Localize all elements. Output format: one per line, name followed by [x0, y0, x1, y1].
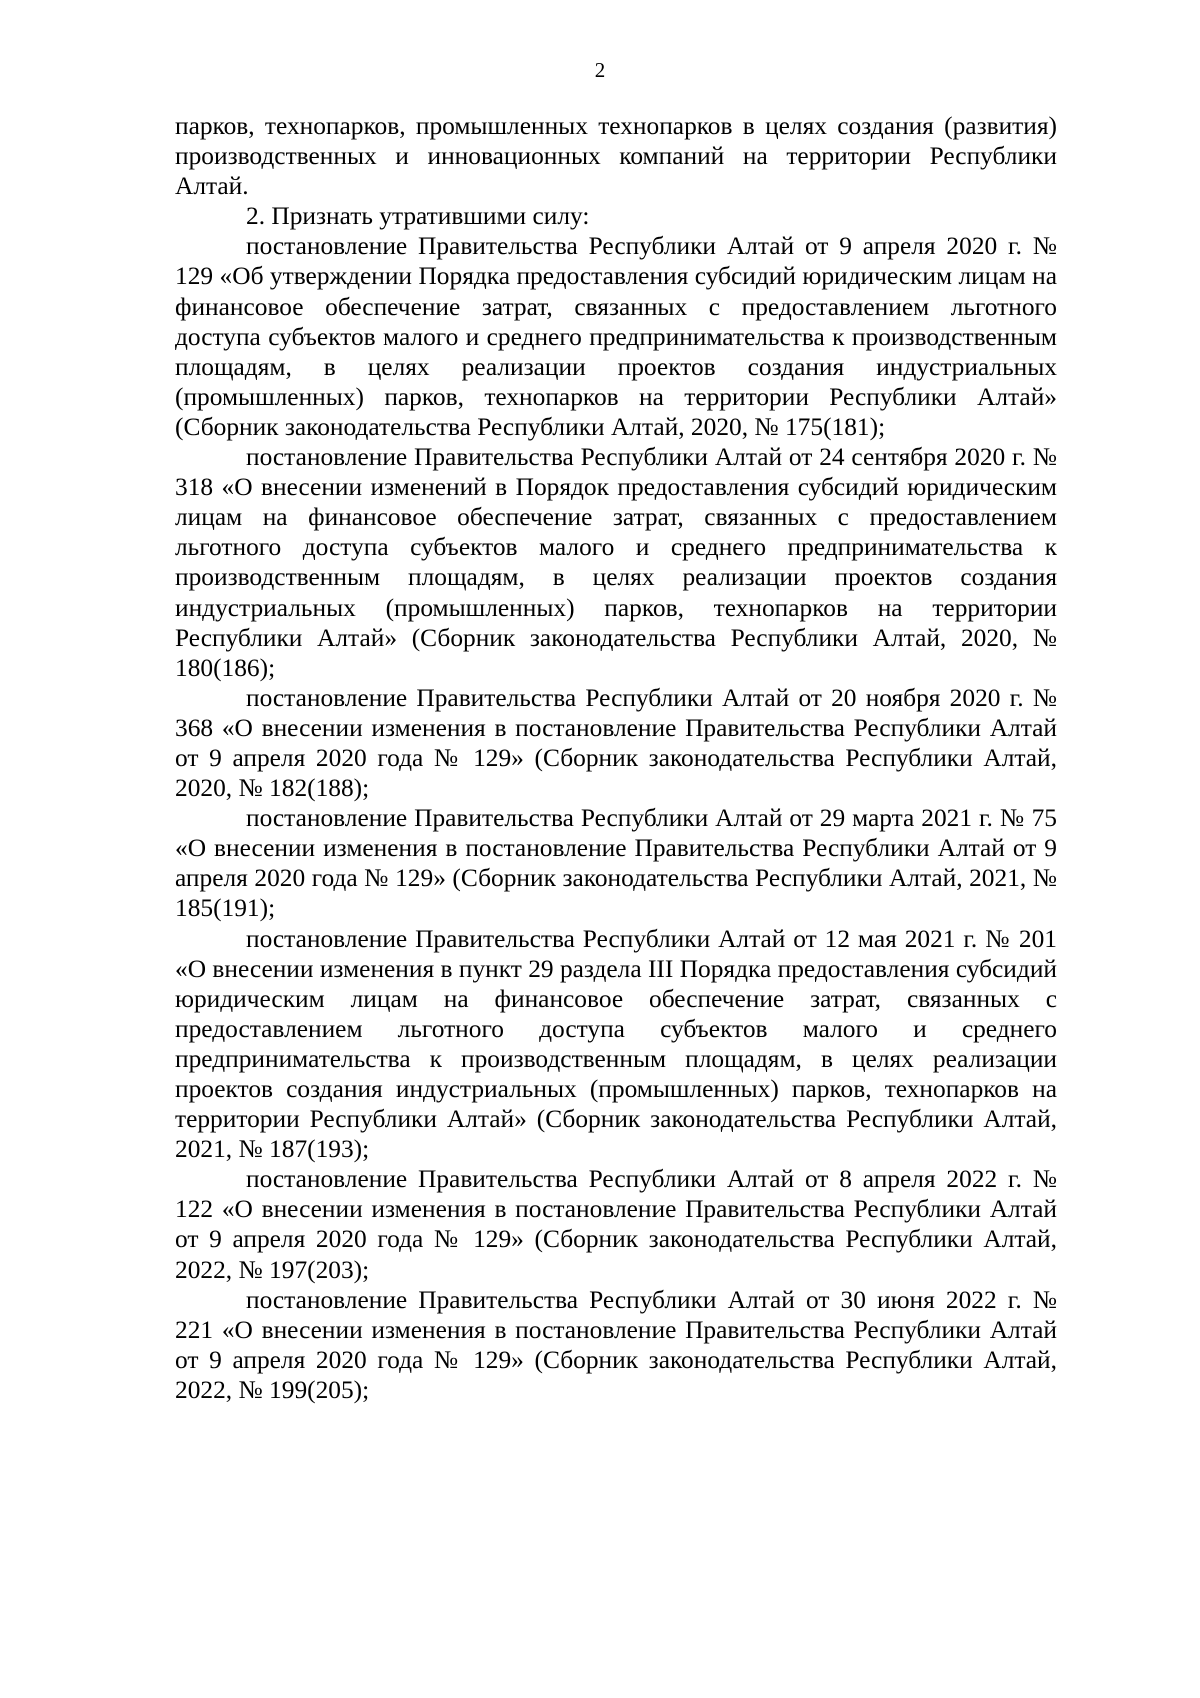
paragraph-resolution-129: постановление Правительства Республики Алтай от 9 апреля 2020 г. № 129 «Об утверждении Порядка предоставления субсидий юридическим лицам на финансовое обеспечение затрат, связанных с предоставлением льготного доступа субъектов малого и среднего предпринимательства к производственным площадям, в целях реализации проектов создания индустриальных (промышленных) парков, технопарков на территории Республики Алтай» (Сборник законодательства Республики Алтай, 2020, № 175(181);: [175, 232, 1057, 441]
paragraph-resolution-368: постановление Правительства Республики Алтай от 20 ноября 2020 г. № 368 «О внесении изменения в постановление Правительства Республики Алтай от 9 апреля 2020 года № 129» (Сборник законодательства Республики Алтай, 2020, № 182(188);: [175, 683, 1057, 803]
document-body: [175, 111, 1057, 1405]
page-number: 2: [594, 58, 606, 82]
paragraph-resolution-201: постановление Правительства Республики Алтай от 12 мая 2021 г. № 201 «О внесении изменения в пункт 29 раздела III Порядка предоставления субсидий юридическим лицам на финансовое обеспечение затрат, связанных с предоставлением льготного доступа субъектов малого и среднего предпринимательства к производственным площадям, в целях реализации проектов создания индустриальных (промышленных) парков, технопарков на территории Республики Алтай» (Сборник законодательства Республики Алтай, 2021, № 187(193);: [175, 924, 1057, 1164]
paragraph-resolution-122: постановление Правительства Республики Алтай от 8 апреля 2022 г. № 122 «О внесении изменения в постановление Правительства Республики Алтай от 9 апреля 2020 года № 129» (Сборник законодательства Республики Алтай, 2022, № 197(203);: [175, 1165, 1057, 1284]
paragraph-resolution-221: постановление Правительства Республики Алтай от 30 июня 2022 г. № 221 «О внесении изменения в постановление Правительства Республики Алтай от 9 апреля 2020 года № 129» (Сборник законодательства Республики Алтай, 2022, № 199(205);: [175, 1285, 1057, 1404]
paragraph-item-2-heading: 2. Признать утратившими силу:: [246, 202, 590, 231]
paragraph-continuation: парков, технопарков, промышленных технопарков в целях создания (развития) производственных и инновационных компаний на территории Республики Алтай.: [175, 112, 1057, 201]
paragraph-resolution-75: постановление Правительства Республики Алтай от 29 марта 2021 г. № 75 «О внесении изменения в постановление Правительства Республики Алтай от 9 апреля 2020 года № 129» (Сборник законодательства Республики Алтай, 2021, № 185(191);: [175, 804, 1057, 923]
paragraph-resolution-318: постановление Правительства Республики Алтай от 24 сентября 2020 г. № 318 «О внесении изменений в Порядок предоставления субсидий юридическим лицам на финансовое обеспечение затрат, связанных с предоставлением льготного доступа субъектов малого и среднего предпринимательства к производственным площадям, в целях реализации проектов создания индустриальных (промышленных) парков, технопарков на территории Республики Алтай» (Сборник законодательства Республики Алтай, 2020, № 180(186);: [175, 443, 1057, 682]
